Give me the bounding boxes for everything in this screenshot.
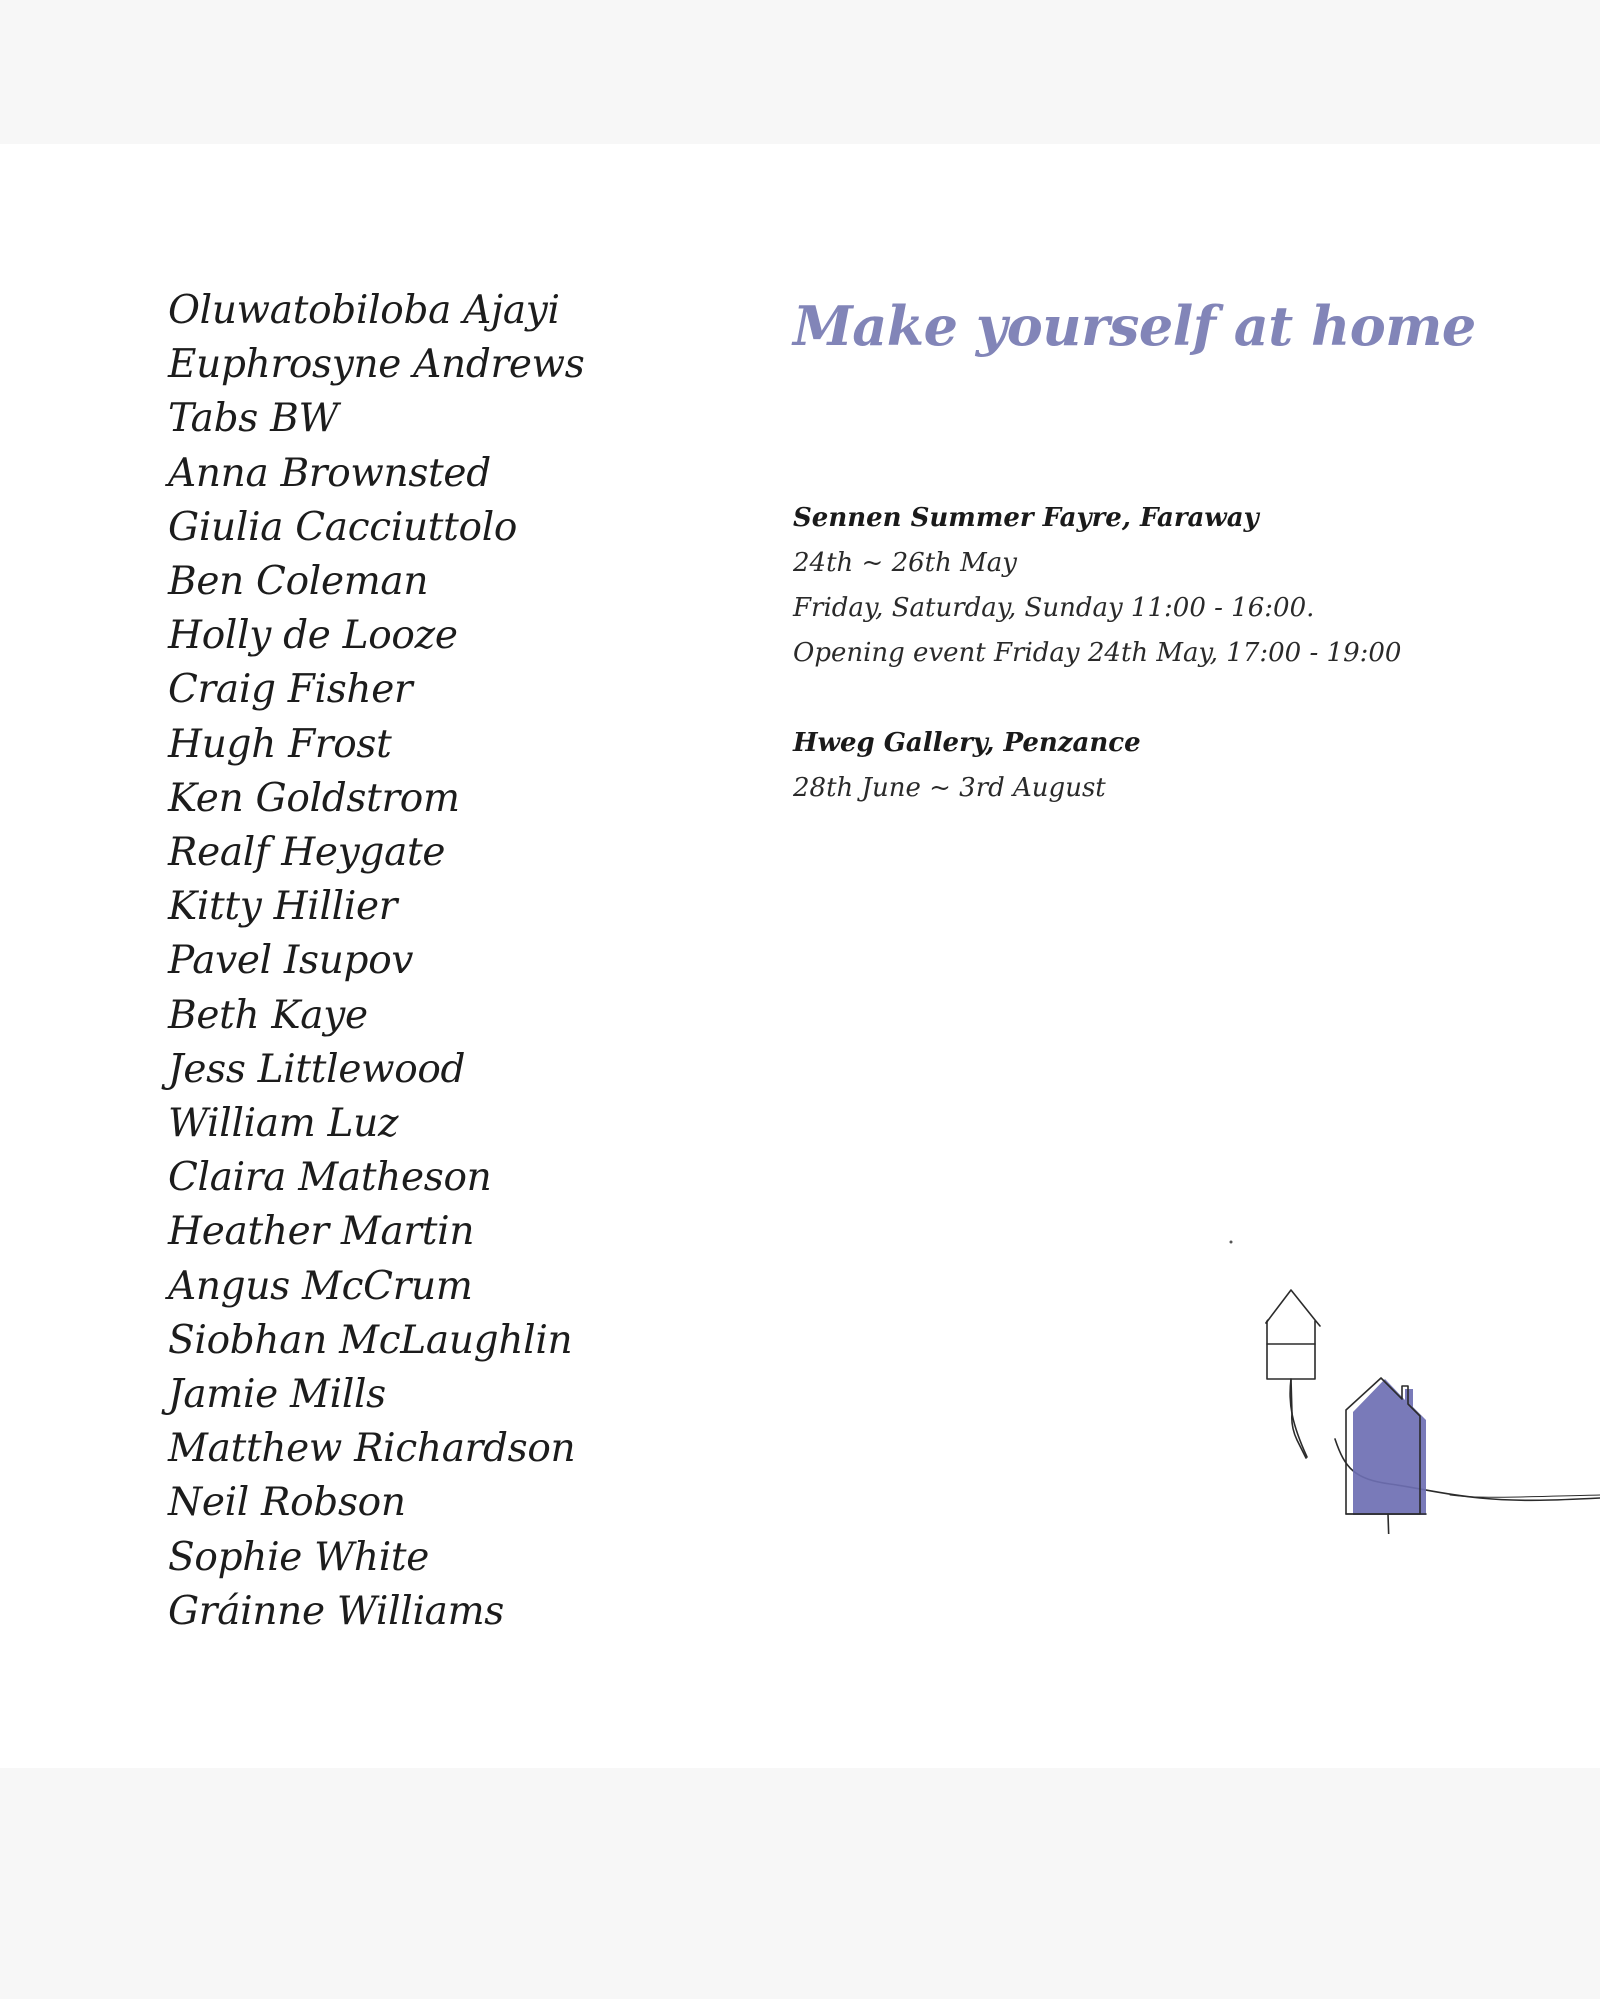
artist-name: Angus McCrum [168, 1263, 473, 1309]
artist-name: Ben Coleman [168, 559, 429, 605]
artist-name: Anna Brownsted [168, 450, 491, 496]
artist-name: Heather Martin [168, 1209, 475, 1255]
page-title: Make yourself at home [793, 294, 1476, 358]
artist-name: Euphrosyne Andrews [168, 342, 585, 388]
brochure-page [0, 144, 1600, 1768]
artist-name: Pavel Isupov [168, 938, 414, 984]
artist-name: Hugh Frost [168, 721, 392, 767]
event-detail: 28th June ~ 3rd August [793, 773, 1106, 803]
artist-name: Holly de Looze [168, 613, 458, 659]
artist-name: Matthew Richardson [168, 1426, 576, 1472]
event-list [793, 496, 1401, 856]
artist-name: Tabs BW [168, 396, 339, 442]
artist-list [168, 284, 584, 1639]
artist-name: Gráinne Williams [168, 1588, 504, 1634]
artist-name: Realf Heygate [168, 830, 446, 876]
event-detail: Opening event Friday 24th May, 17:00 - 19:00 [793, 638, 1402, 668]
artist-name: Craig Fisher [168, 667, 413, 713]
event-detail: Friday, Saturday, Sunday 11:00 - 16:00. [793, 593, 1315, 623]
event-block [793, 721, 1401, 811]
artist-name: Claira Matheson [168, 1155, 492, 1201]
artist-name: Beth Kaye [168, 992, 368, 1038]
artist-name: Jamie Mills [168, 1372, 386, 1418]
artist-name: Oluwatobiloba Ajayi [168, 288, 560, 333]
artist-name: Kitty Hillier [168, 884, 398, 930]
event-detail: 24th ~ 26th May [793, 548, 1017, 578]
event-block [793, 496, 1401, 676]
house-sketch-illustration [1180, 1074, 1600, 1534]
house-filled-icon [1346, 1378, 1426, 1534]
artist-name: William Luz [168, 1101, 399, 1147]
artist-name: Sophie White [168, 1534, 430, 1580]
event-venue: Sennen Summer Fayre, Faraway [793, 503, 1259, 533]
artist-name: Neil Robson [168, 1480, 406, 1526]
artist-name: Jess Littlewood [168, 1046, 466, 1092]
house-outline-icon [1266, 1290, 1335, 1458]
event-venue: Hweg Gallery, Penzance [793, 728, 1141, 758]
artist-name: Siobhan McLaughlin [168, 1317, 573, 1363]
artist-name: Ken Goldstrom [168, 775, 460, 821]
artist-name: Giulia Cacciuttolo [168, 504, 518, 550]
